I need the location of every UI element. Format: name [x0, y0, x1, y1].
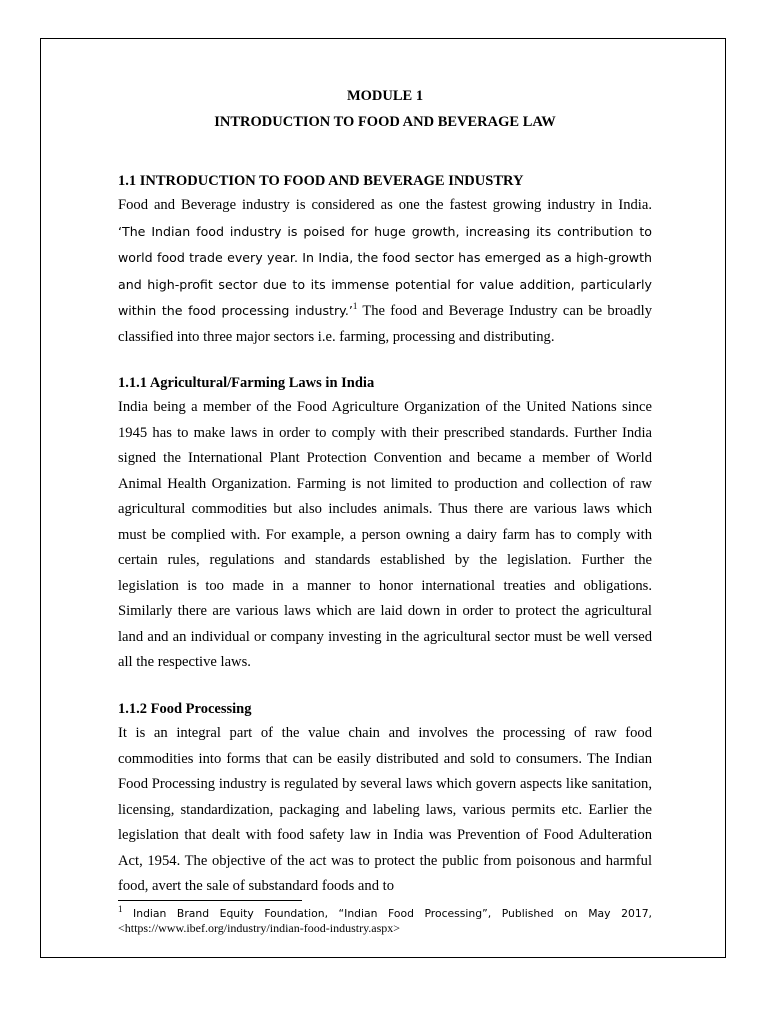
module-label: MODULE 1: [346, 88, 424, 104]
footnote-number: 1: [118, 904, 123, 914]
section-paragraph: It is an integral part of the value chain and involves the processing of raw food commodities into forms that can be easily distributed and sold to consumers. The Indian Food Processing industry is regulated by several laws which govern aspects like sanitation, licensing, standardization, packaging and labeling laws, various permits etc. Earlier the legislation that dealt with food safety law in India was Prevention of Food Adulteration Act, 1954. The objective of the act was to protect the public from poisonous and harmful food, avert the sale of substandard foods and to: [118, 725, 652, 894]
section-paragraph: [118, 193, 652, 350]
quoted-text: ‘The Indian food industry is poised for huge growth, increasing its contribution to world food trade every year. In India, the food sector has emerged as a high-growth and high-profit sector due to its immense potential for value addition, particularly within the food processing industry.’: [118, 223, 652, 318]
paragraph-text: Food and Beverage industry is considered as one the fastest growing industry in India.: [118, 197, 652, 213]
section-heading: 1.1.2 Food Processing: [118, 701, 252, 717]
footnote-text: Indian Brand Equity Foundation, “Indian Food Processing”, Published on May 2017,: [122, 907, 652, 920]
section-heading: 1.1.1 Agricultural/Farming Laws in India: [118, 375, 375, 391]
footnote-link[interactable]: <https://www.ibef.org/industry/indian-food-industry.aspx>: [118, 921, 401, 935]
section-paragraph: India being a member of the Food Agriculture Organization of the United Nations since 1945 has to make laws in order to comply with their prescribed standards. Further India signed the International Plant Protection Convention and became a member of World Animal Health Organization. Farming is not limited to production and collection of raw agricultural commodities but also includes animals. Thus there are various laws which must be complied with. For example, a person owning a dairy farm has to comply with certain rules, regulations and standards established by the legislation. Further the legislation is too made in a manner to honor international treaties and obligations. Similarly there are various laws which are laid down in order to protect the agricultural land and an individual or company investing in the agricultural sector must be well versed all the respective laws.: [118, 399, 652, 670]
footnote: [118, 906, 652, 936]
section-heading: 1.1 INTRODUCTION TO FOOD AND BEVERAGE INDUSTRY: [118, 173, 524, 189]
module-title: INTRODUCTION TO FOOD AND BEVERAGE LAW: [214, 114, 556, 130]
section-1-1-1: [118, 373, 652, 676]
section-1-1: [118, 171, 652, 350]
paragraph-text: The food and Beverage Industry can be broadly classified into three major sectors i.e. farming, processing and distributing.: [118, 303, 652, 345]
section-1-1-2: [118, 699, 652, 900]
footnote-reference[interactable]: 1: [352, 301, 358, 312]
footnote-separator: [118, 900, 302, 901]
